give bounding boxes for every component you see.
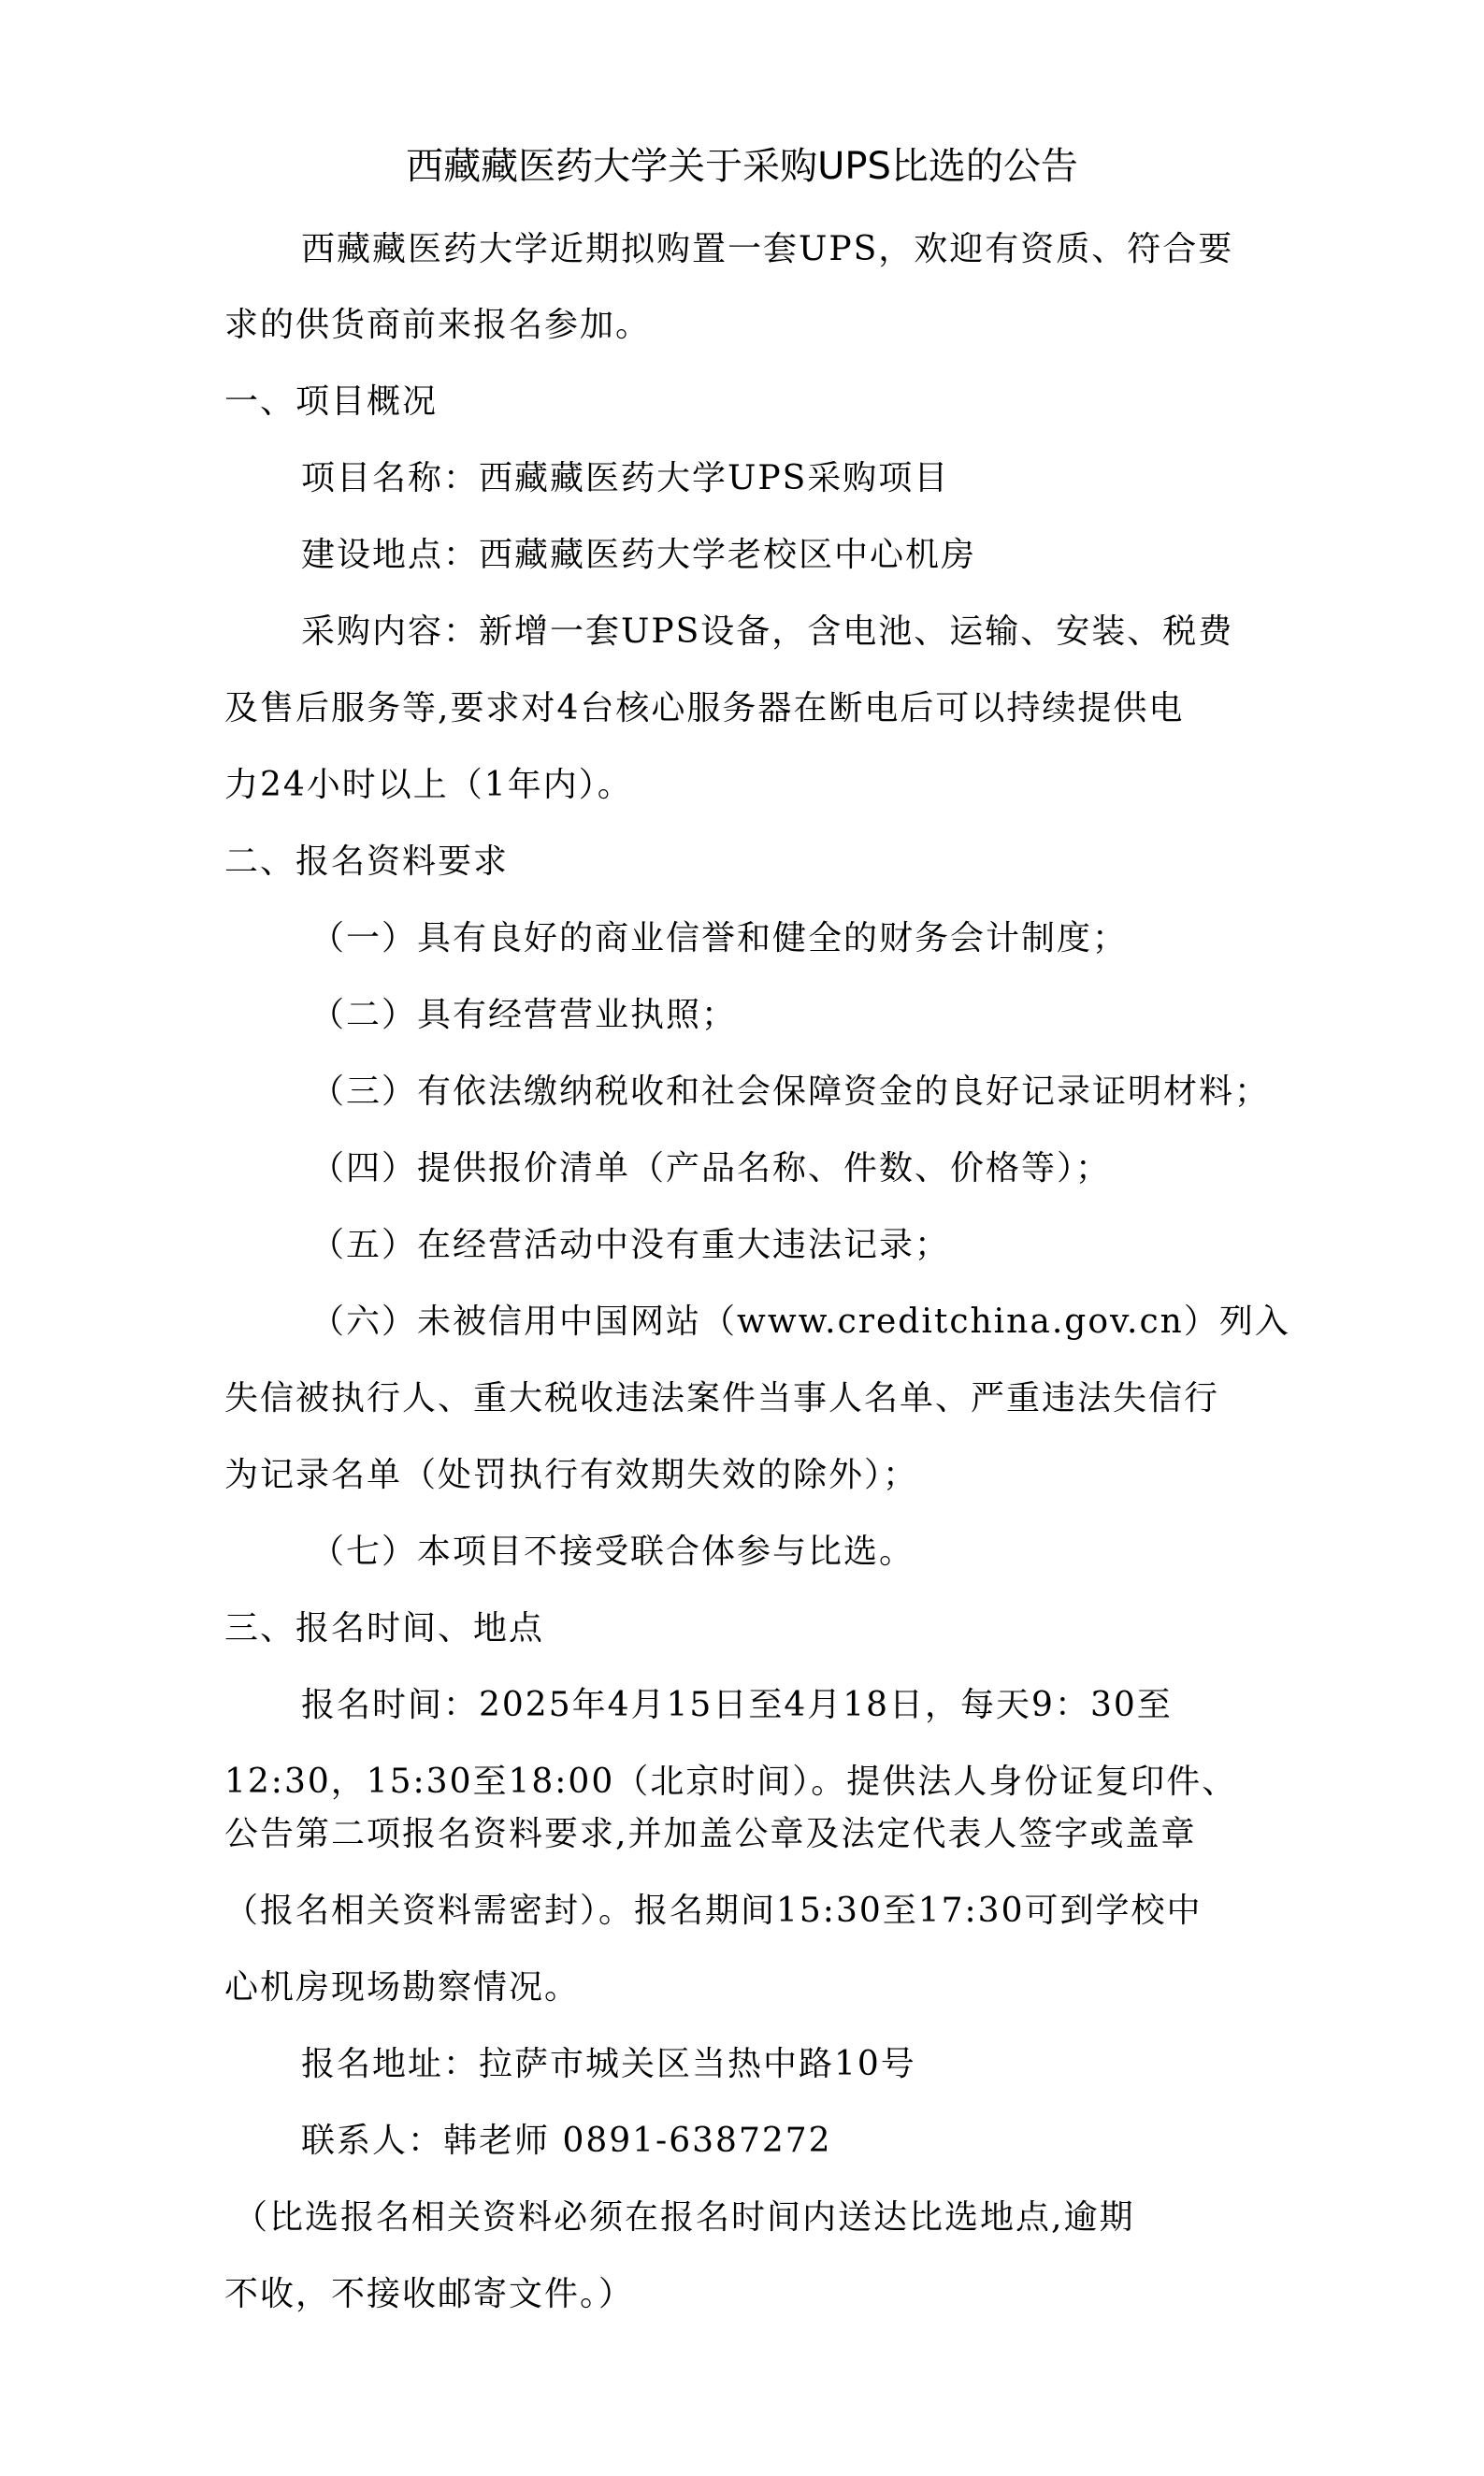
- requirement-item-6-line-3: 为记录名单（处罚执行有效期失效的除外）；: [224, 1456, 919, 1494]
- project-location-line: 建设地点：西藏藏医药大学老校区中心机房: [301, 536, 977, 574]
- requirement-item-3: （三）有依法缴纳税收和社会保障资金的良好记录证明材料；: [310, 1072, 1271, 1111]
- purchase-content-line-2: 及售后服务等,要求对4台核心服务器在断电后可以持续提供电: [224, 689, 1185, 727]
- intro-line-1: 西藏藏医药大学近期拟购置一套UPS，欢迎有资质、符合要: [301, 230, 1234, 268]
- registration-time-line-1: 报名时间：2025年4月15日至4月18日，每天9：30至: [301, 1686, 1173, 1724]
- note-line-1: （比选报名相关资料必须在报名时间内送达比选地点,逾期: [234, 2198, 1135, 2237]
- section-1-heading: 一、项目概况: [224, 382, 439, 421]
- purchase-content-line-3: 力24小时以上（1年内）。: [224, 766, 633, 804]
- section-2-heading: 二、报名资料要求: [224, 842, 510, 881]
- intro-line-2: 求的供货商前来报名参加。: [224, 306, 652, 344]
- page-title: 西藏藏医药大学关于采购UPS比选的公告: [406, 145, 1078, 188]
- registration-time-line-2: 12:30，15:30至18:00（北京时间）。提供法人身份证复印件、: [224, 1763, 1238, 1801]
- project-name-line: 项目名称：西藏藏医药大学UPS采购项目: [301, 459, 950, 497]
- contact-person-line: 联系人：韩老师 0891-6387272: [301, 2122, 832, 2160]
- registration-time-line-4: （报名相关资料需密封）。报名期间15:30至17:30可到学校中: [224, 1892, 1203, 1930]
- requirement-item-6-line-2: 失信被执行人、重大税收违法案件当事人名单、严重违法失信行: [224, 1379, 1220, 1418]
- requirement-item-5: （五）在经营活动中没有重大违法记录；: [310, 1226, 951, 1264]
- purchase-content-line-1: 采购内容：新增一套UPS设备，含电池、运输、安装、税费: [301, 612, 1234, 651]
- registration-time-line-5: 心机房现场勘察情况。: [224, 1968, 581, 2007]
- requirement-item-6-line-1: （六）未被信用中国网站（www.creditchina.gov.cn）列入: [310, 1303, 1290, 1341]
- requirement-item-4: （四）提供报价清单（产品名称、件数、价格等）；: [310, 1149, 1112, 1188]
- requirement-item-2: （二）具有经营营业执照；: [310, 996, 738, 1034]
- note-line-2: 不收，不接收邮寄文件。）: [224, 2275, 635, 2313]
- registration-time-line-3: 公告第二项报名资料要求,并加盖公章及法定代表人签字或盖章: [224, 1815, 1197, 1853]
- requirement-item-7: （七）本项目不接受联合体参与比选。: [310, 1533, 915, 1571]
- section-3-heading: 三、报名时间、地点: [224, 1609, 545, 1648]
- requirement-item-1: （一）具有良好的商业信誉和健全的财务会计制度；: [310, 919, 1129, 957]
- registration-address-line: 报名地址：拉萨市城关区当热中路10号: [301, 2045, 916, 2083]
